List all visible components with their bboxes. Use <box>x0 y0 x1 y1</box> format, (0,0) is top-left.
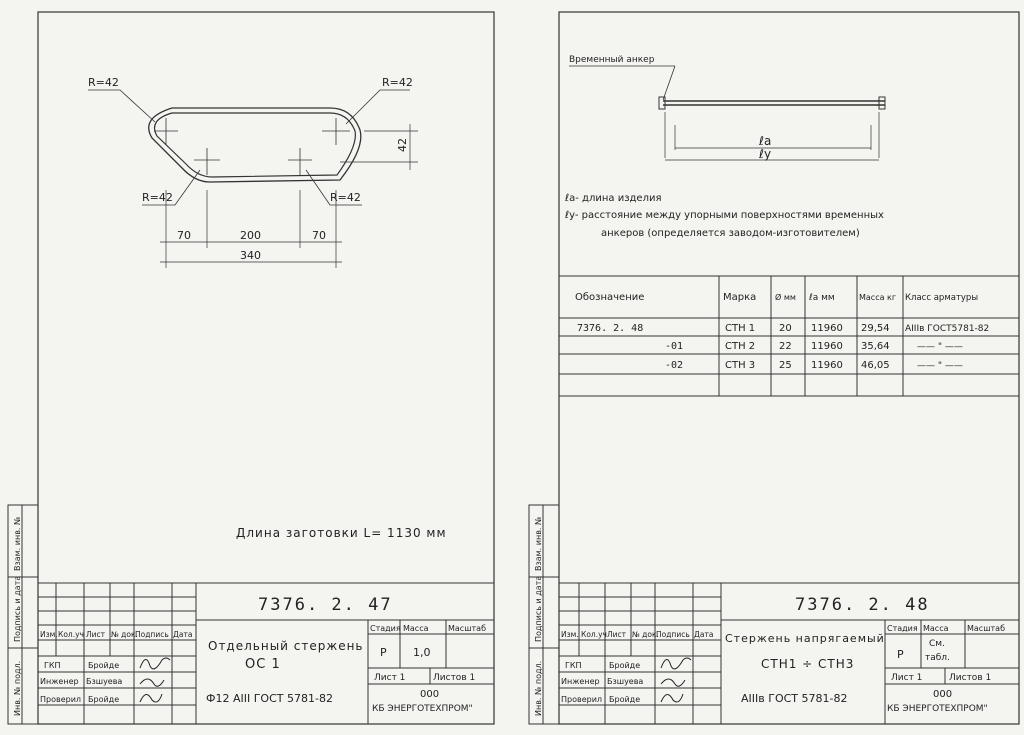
row1-diameter: 20 <box>779 323 792 334</box>
height-dimension: 42 <box>396 138 409 152</box>
row2-designation: -01 <box>665 341 684 352</box>
row2-length: 11960 <box>811 341 843 352</box>
name-2: Бзшуева <box>86 677 123 686</box>
r-col-header-kol: Кол.уч <box>581 630 607 639</box>
doc-code: 7376. 2. 47 <box>258 595 393 615</box>
r-doc-code: 7376. 2. 48 <box>795 595 930 615</box>
col-header-date: Дата <box>173 630 193 639</box>
blank-length-note: Длина заготовки L= 1130 мм <box>236 526 447 540</box>
col-header-list: Лист <box>86 630 106 639</box>
la-symbol: ℓa <box>759 134 772 148</box>
table-header-class: Класс арматуры <box>905 293 979 303</box>
signatures <box>140 658 170 702</box>
r-mass-value-1: См. <box>929 639 945 649</box>
row3-designation: -02 <box>665 360 684 371</box>
row3-diameter: 25 <box>779 360 792 371</box>
legend-la: ℓa- длина изделия <box>565 193 662 204</box>
r-name-2: Бзшуева <box>607 677 644 686</box>
r-signatures <box>661 658 691 702</box>
role-checker: Проверил <box>40 695 82 704</box>
legend-ly-line2: анкеров (определяется заводом-изготовителем) <box>601 228 860 239</box>
anchor-label: Временный анкер <box>569 55 655 65</box>
col-header-kol: Кол.уч <box>58 630 84 639</box>
r-side-label-replace: Взам. инв. № <box>534 516 543 571</box>
r-side-label-inv: Инв. № подл. <box>534 660 543 716</box>
bar-drawing <box>569 66 885 160</box>
name-1: Бройде <box>88 661 120 670</box>
item-title: Отдельный стержень <box>208 639 364 653</box>
row3-mark: СТН 3 <box>725 360 756 371</box>
row2-mass: 35,64 <box>861 341 890 352</box>
dim-right: 70 <box>312 229 326 242</box>
row2-mark: СТН 2 <box>725 341 756 352</box>
r-company-line-2: КБ ЭНЕРГОТЕХПРОМ" <box>887 704 988 714</box>
radius-label-tl: R=42 <box>88 76 119 89</box>
row3-mass: 46,05 <box>861 360 890 371</box>
r-company-line-1: 000 <box>933 689 953 700</box>
table-header-mass: Масса кг <box>859 293 897 302</box>
side-label-inv: Инв. № подл. <box>13 660 22 716</box>
row3-class: —— " —— <box>917 361 963 371</box>
row1-mass: 29,54 <box>861 323 890 334</box>
col-header-sign: Подпись <box>135 630 169 639</box>
r-mass-value-2: табл. <box>925 653 950 663</box>
table-header-length: ℓa мм <box>809 293 835 303</box>
row2-class: —— " —— <box>917 342 963 352</box>
mass-header: Масса <box>403 624 429 633</box>
row1-class: АIIIв ГОСТ5781-82 <box>905 324 990 334</box>
r-stage-header: Стадия <box>887 624 918 633</box>
left-frame <box>38 12 494 724</box>
ly-symbol: ℓy <box>759 147 772 161</box>
r-col-header-date: Дата <box>694 630 714 639</box>
dim-left: 70 <box>177 229 191 242</box>
r-name-1: Бройде <box>609 661 641 670</box>
r-item-title: Стержень напрягаемый <box>725 632 885 645</box>
radius-label-br: R=42 <box>330 191 361 204</box>
r-col-header-sign: Подпись <box>656 630 690 639</box>
dim-middle: 200 <box>240 229 261 242</box>
dim-total: 340 <box>240 249 261 262</box>
row3-length: 11960 <box>811 360 843 371</box>
col-header-doc: № док. <box>111 630 138 639</box>
role-gkp: ГКП <box>44 661 61 670</box>
stage-header: Стадия <box>370 624 401 633</box>
r-item-code: СТН1 ÷ СТН3 <box>761 657 855 671</box>
col-header-izm: Изм. <box>40 630 58 639</box>
r-role-engineer: Инженер <box>561 677 600 686</box>
r-role-checker: Проверил <box>561 695 603 704</box>
r-col-header-izm: Изм. <box>561 630 579 639</box>
r-side-label-sign: Подпись и дата <box>534 575 543 642</box>
left-sheet <box>0 0 505 735</box>
r-role-gkp: ГКП <box>565 661 582 670</box>
r-mass-header: Масса <box>923 624 949 633</box>
right-sheet <box>505 0 1024 735</box>
side-label-sign: Подпись и дата <box>13 575 22 642</box>
table-header-diameter: Ø мм <box>775 293 796 302</box>
r-stage-value: Р <box>897 648 904 661</box>
stage-value: Р <box>380 646 387 659</box>
sheet-number: Лист 1 <box>374 673 406 683</box>
company-line-2: КБ ЭНЕРГОТЕХПРОМ" <box>372 704 473 714</box>
role-engineer: Инженер <box>40 677 79 686</box>
row1-mark: СТН 1 <box>725 323 756 334</box>
table-header-mark: Марка <box>723 292 757 303</box>
legend-ly-line1: ℓy- расстояние между упорными поверхностями временных <box>565 210 884 221</box>
table-header-designation: Обозначение <box>575 292 645 303</box>
r-sheet-number: Лист 1 <box>891 673 923 683</box>
r-name-3: Бройде <box>609 695 641 704</box>
name-3: Бройде <box>88 695 120 704</box>
r-sheet-total: Листов 1 <box>949 673 992 683</box>
row1-designation: 7376. 2. 48 <box>577 323 644 334</box>
side-label-replace: Взам. инв. № <box>13 516 22 571</box>
r-scale-header: Масштаб <box>967 624 1006 633</box>
row2-diameter: 22 <box>779 341 792 352</box>
mass-value: 1,0 <box>413 646 431 659</box>
item-code: ОС 1 <box>245 657 281 672</box>
row1-length: 11960 <box>811 323 843 334</box>
r-col-header-list: Лист <box>607 630 627 639</box>
company-line-1: 000 <box>420 689 440 700</box>
scale-header: Масштаб <box>448 624 487 633</box>
r-col-header-doc: № док. <box>632 630 659 639</box>
material: Ф12 АIII ГОСТ 5781-82 <box>206 692 333 705</box>
radius-label-bl: R=42 <box>142 191 173 204</box>
r-material: АIIIв ГОСТ 5781-82 <box>741 692 848 705</box>
sheet-total: Листов 1 <box>433 673 476 683</box>
radius-label-tr: R=42 <box>382 76 413 89</box>
